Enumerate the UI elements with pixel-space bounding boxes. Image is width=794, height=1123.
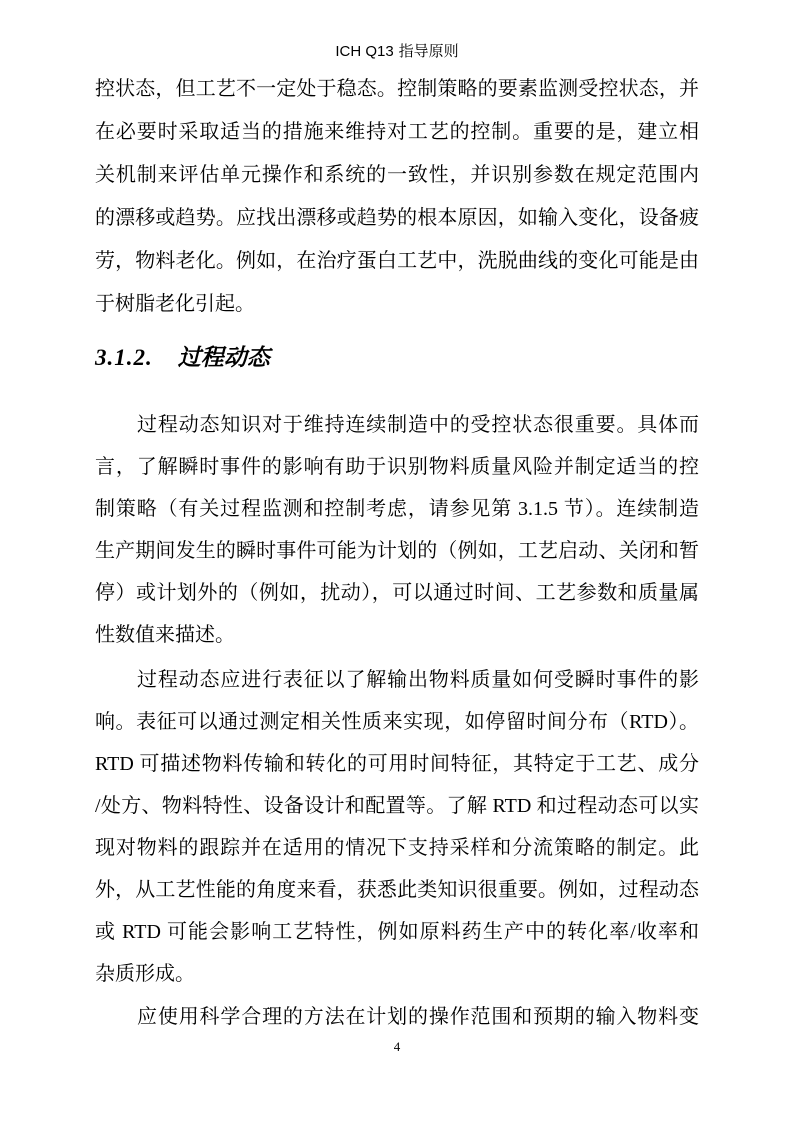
document-line: 外，从工艺性能的角度来看，获悉此类知识很重要。例如，过程动态: [95, 879, 699, 901]
document-line: 制策略（有关过程监测和控制考虑，请参见第 3.1.5 节）。连续制造: [95, 498, 699, 520]
document-line: 生产期间发生的瞬时事件可能为计划的（例如，工艺启动、关闭和暂: [95, 540, 699, 562]
document-line: 过程动态应进行表征以了解输出物料质量如何受瞬时事件的影: [137, 669, 699, 691]
page-number: 4: [393, 1039, 401, 1054]
document-line: 停）或计划外的（例如，扰动），可以通过时间、工艺参数和质量属: [95, 582, 699, 604]
document-line: 言，了解瞬时事件的影响有助于识别物料质量风险并制定适当的控: [95, 456, 699, 478]
document-line: 在必要时采取适当的措施来维持对工艺的控制。重要的是，建立相: [95, 121, 699, 143]
paragraph-1: [95, 68, 699, 326]
section-heading-title: 过程动态: [177, 345, 270, 370]
document-line: 过程动态知识对于维持连续制造中的受控状态很重要。具体而: [137, 414, 699, 436]
paragraph-2: [95, 404, 699, 656]
document-line: 于树脂老化引起。: [95, 293, 255, 315]
document-line: /处方、物料特性、设备设计和配置等。了解 RTD 和过程动态可以实: [95, 795, 699, 817]
document-line: 杂质形成。: [95, 963, 195, 985]
document-line: 控状态，但工艺不一定处于稳态。控制策略的要素监测受控状态，并: [95, 78, 699, 100]
running-header: [0, 41, 794, 63]
document-line: 劳，物料老化。例如，在治疗蛋白工艺中，洗脱曲线的变化可能是由: [95, 250, 699, 272]
page-footer: [0, 1038, 794, 1056]
document-line: 应使用科学合理的方法在计划的操作范围和预期的输入物料变: [137, 1006, 699, 1028]
document-line: 响。表征可以通过测定相关性质来实现，如停留时间分布（RTD）。: [95, 711, 699, 733]
document-line: 现对物料的跟踪并在适用的情况下支持采样和分流策略的制定。此: [95, 837, 699, 859]
section-heading: [95, 341, 699, 375]
paragraph-3: [95, 659, 699, 995]
paragraph-4: [95, 996, 699, 1038]
section-heading-number: 3.1.2.: [95, 345, 153, 370]
document-line: RTD 可描述物料传输和转化的可用时间特征，其特定于工艺、成分: [95, 753, 699, 775]
document-line: 性数值来描述。: [95, 624, 235, 646]
document-line: 或 RTD 可能会影响工艺特性，例如原料药生产中的转化率/收率和: [95, 921, 699, 943]
document-line: 关机制来评估单元操作和系统的一致性，并识别参数在规定范围内: [95, 164, 699, 186]
header-title-latin: ICH Q13: [335, 43, 394, 60]
document-line: 的漂移或趋势。应找出漂移或趋势的根本原因，如输入变化，设备疲: [95, 207, 699, 229]
header-title-chinese: 指导原则: [398, 44, 459, 60]
